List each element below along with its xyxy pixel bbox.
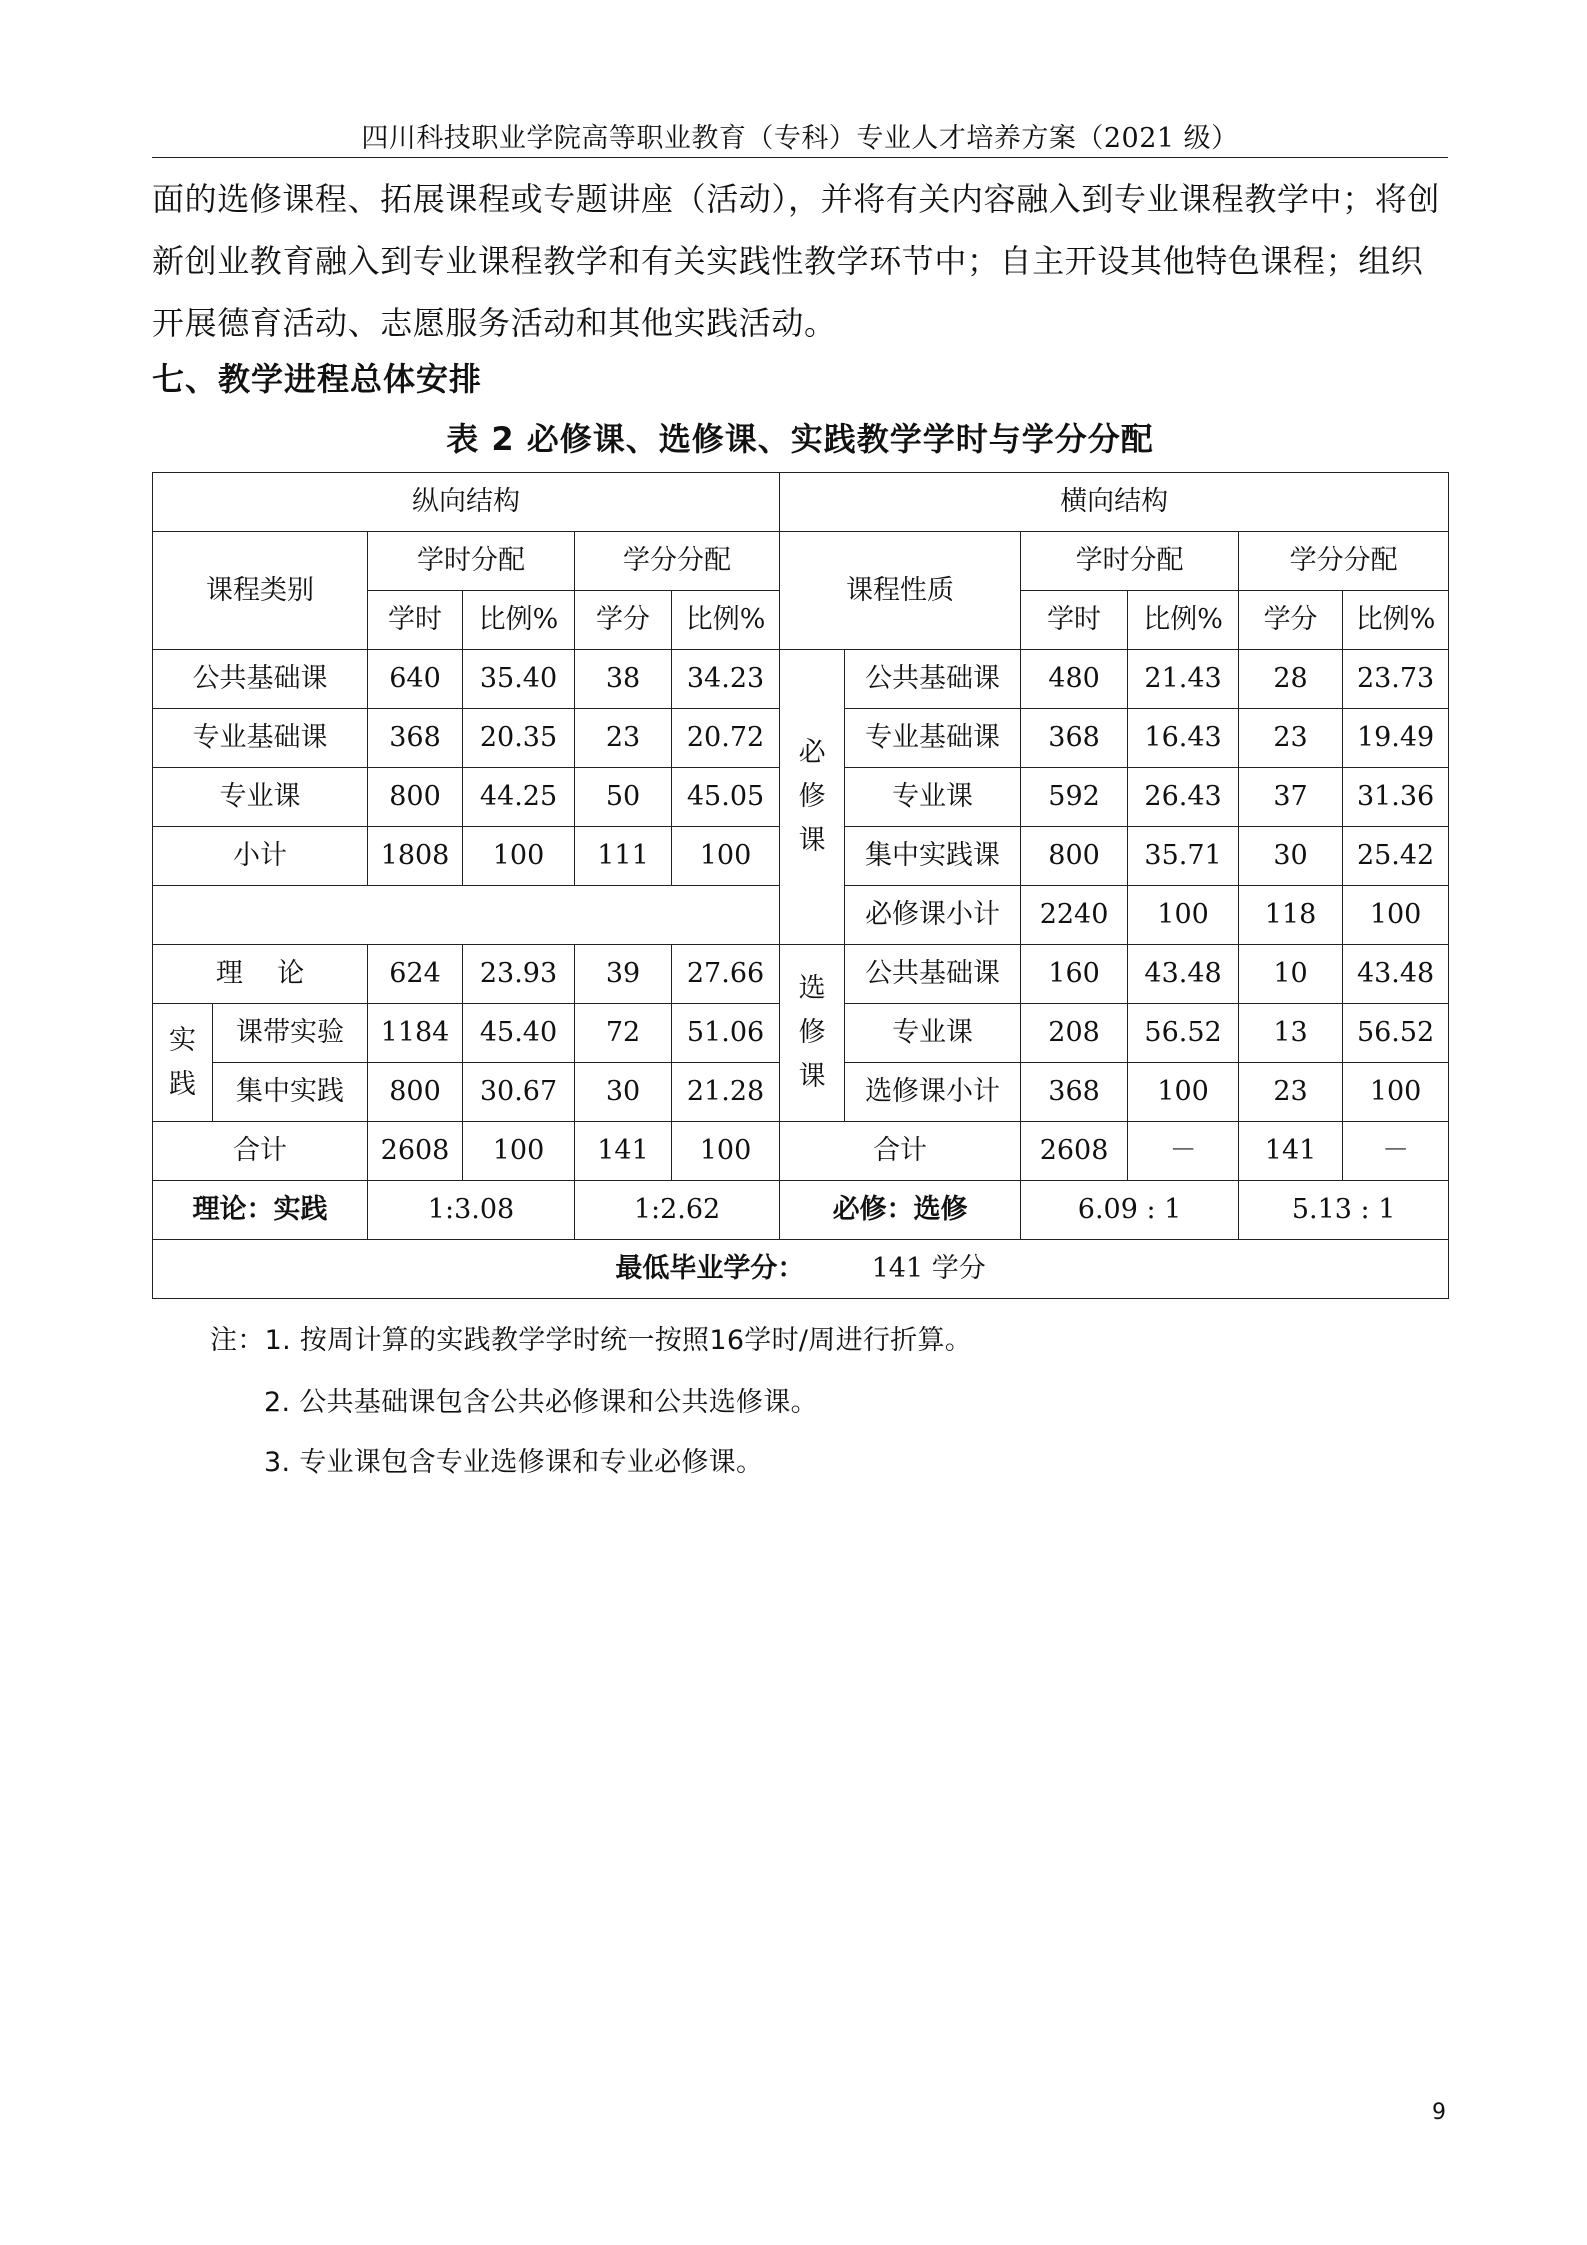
min-credits-row <box>153 1240 1449 1299</box>
cell: 26.43 <box>1128 768 1239 827</box>
cell: 100 <box>1128 1063 1239 1122</box>
header-ratio: 比例% <box>1343 591 1449 650</box>
header-hours-dist-right: 学时分配 <box>1021 532 1239 591</box>
cell: 141 <box>575 1122 672 1181</box>
cell: 43.48 <box>1343 945 1449 1004</box>
row-label: 公共基础课 <box>845 650 1021 709</box>
header-credits-dist-right: 学分分配 <box>1239 532 1449 591</box>
cell: 44.25 <box>463 768 575 827</box>
cell: 19.49 <box>1343 709 1449 768</box>
cell: 624 <box>368 945 463 1004</box>
cell: 16.43 <box>1128 709 1239 768</box>
ratio-label-right: 必修：选修 <box>780 1181 1021 1240</box>
group-elective <box>780 945 845 1122</box>
min-credits-value: 141 学分 <box>871 1253 986 1284</box>
cell: 368 <box>1021 709 1128 768</box>
cell: 100 <box>463 827 575 886</box>
cell: 35.40 <box>463 650 575 709</box>
cell: 25.42 <box>1343 827 1449 886</box>
table-row <box>153 945 1449 1004</box>
cell: 23 <box>1239 709 1343 768</box>
cell: － <box>1343 1122 1449 1181</box>
note-1: 注：1. 按周计算的实践教学学时统一按照16学时/周进行折算。 <box>210 1325 973 1356</box>
header-credits-dist: 学分分配 <box>575 532 780 591</box>
row-label: 专业基础课 <box>845 709 1021 768</box>
cell: 51.06 <box>672 1004 780 1063</box>
cell: － <box>1128 1122 1239 1181</box>
cell: 23 <box>1239 1063 1343 1122</box>
cell: 37 <box>1239 768 1343 827</box>
cell: 480 <box>1021 650 1128 709</box>
credit-allocation-table <box>152 472 1449 1299</box>
cell: 39 <box>575 945 672 1004</box>
cell: 800 <box>368 1063 463 1122</box>
note-2: 2. 公共基础课包含公共必修课和公共选修课。 <box>264 1387 818 1418</box>
cell: 800 <box>1021 827 1128 886</box>
cell: 800 <box>368 768 463 827</box>
cell: 23.93 <box>463 945 575 1004</box>
total-label: 合计 <box>153 1122 368 1181</box>
note-3: 3. 专业课包含专业选修课和专业必修课。 <box>264 1447 764 1478</box>
cell: 23.73 <box>1343 650 1449 709</box>
group-practice <box>153 1004 213 1122</box>
cell: 100 <box>672 1122 780 1181</box>
cell: 56.52 <box>1343 1004 1449 1063</box>
header-horizontal: 横向结构 <box>780 473 1449 532</box>
header-ratio: 比例% <box>463 591 575 650</box>
group-required <box>780 650 845 945</box>
cell: 38 <box>575 650 672 709</box>
cell: 100 <box>1343 1063 1449 1122</box>
min-credits-label: 最低毕业学分： <box>615 1253 805 1284</box>
cell: 31.36 <box>1343 768 1449 827</box>
page-header: 四川科技职业学院高等职业教育（专科）专业人才培养方案（2021 级） <box>361 123 1239 154</box>
cell: 141 <box>1239 1122 1343 1181</box>
cell: 72 <box>575 1004 672 1063</box>
row-label: 选修课小计 <box>845 1063 1021 1122</box>
cell: 21.43 <box>1128 650 1239 709</box>
ratio-row <box>153 1181 1449 1240</box>
cell: 45.05 <box>672 768 780 827</box>
table-caption: 表 2 必修课、选修课、实践教学学时与学分分配 <box>446 420 1154 458</box>
header-hours: 学时 <box>1021 591 1128 650</box>
section-heading: 七、教学进程总体安排 <box>152 360 483 398</box>
cell: 368 <box>1021 1063 1128 1122</box>
cell: 208 <box>1021 1004 1128 1063</box>
cell: 23 <box>575 709 672 768</box>
cell: 111 <box>575 827 672 886</box>
table-header-row <box>153 473 1449 532</box>
cell: 640 <box>368 650 463 709</box>
cell: 1:3.08 <box>368 1181 575 1240</box>
group-required-label: 必修课 <box>798 737 826 856</box>
header-course-category: 课程类别 <box>153 532 368 650</box>
total-label-right: 合计 <box>780 1122 1021 1181</box>
cell: 100 <box>463 1122 575 1181</box>
header-hours: 学时 <box>368 591 463 650</box>
cell: 100 <box>672 827 780 886</box>
row-label: 专业课 <box>153 768 368 827</box>
row-label: 集中实践 <box>213 1063 368 1122</box>
group-elective-label: 选修课 <box>798 973 826 1092</box>
row-label: 课带实验 <box>213 1004 368 1063</box>
ratio-label: 理论：实践 <box>153 1181 368 1240</box>
cell: 28 <box>1239 650 1343 709</box>
row-label: 集中实践课 <box>845 827 1021 886</box>
header-ratio: 比例% <box>672 591 780 650</box>
cell: 21.28 <box>672 1063 780 1122</box>
table-header-row <box>153 532 1449 591</box>
cell: 2608 <box>368 1122 463 1181</box>
cell: 1808 <box>368 827 463 886</box>
cell: 5.13 : 1 <box>1239 1181 1449 1240</box>
row-label: 必修课小计 <box>845 886 1021 945</box>
cell: 20.35 <box>463 709 575 768</box>
header-credits: 学分 <box>1239 591 1343 650</box>
cell: 30.67 <box>463 1063 575 1122</box>
row-label: 小计 <box>153 827 368 886</box>
header-credits: 学分 <box>575 591 672 650</box>
cell: 20.72 <box>672 709 780 768</box>
group-practice-label: 实践 <box>169 1024 196 1100</box>
row-label: 公共基础课 <box>845 945 1021 1004</box>
cell: 100 <box>1343 886 1449 945</box>
cell: 100 <box>1128 886 1239 945</box>
cell: 30 <box>1239 827 1343 886</box>
table-row <box>153 650 1449 709</box>
cell: 2608 <box>1021 1122 1128 1181</box>
cell: 30 <box>575 1063 672 1122</box>
cell: 34.23 <box>672 650 780 709</box>
row-label: 公共基础课 <box>153 650 368 709</box>
header-rule <box>152 157 1448 158</box>
page-number: 9 <box>1432 2100 1446 2125</box>
row-label: 专业课 <box>845 1004 1021 1063</box>
cell: 118 <box>1239 886 1343 945</box>
cell: 13 <box>1239 1004 1343 1063</box>
cell: 27.66 <box>672 945 780 1004</box>
header-hours-dist: 学时分配 <box>368 532 575 591</box>
min-credits-cell <box>153 1240 1449 1299</box>
cell: 1:2.62 <box>575 1181 780 1240</box>
total-row <box>153 1122 1449 1181</box>
header-vertical: 纵向结构 <box>153 473 780 532</box>
cell: 1184 <box>368 1004 463 1063</box>
body-paragraph: 面的选修课程、拓展课程或专题讲座（活动），并将有关内容融入到专业课程教学中；将创新创业教育融入到专业课程教学和有关实践性教学环节中；自主开设其他特色课程；组织开展德育活动、志愿服务活动和其他实践活动。 <box>152 180 1441 342</box>
cell: 6.09 : 1 <box>1021 1181 1239 1240</box>
cell: 10 <box>1239 945 1343 1004</box>
header-ratio: 比例% <box>1128 591 1239 650</box>
cell: 368 <box>368 709 463 768</box>
row-label: 专业课 <box>845 768 1021 827</box>
cell: 592 <box>1021 768 1128 827</box>
cell: 43.48 <box>1128 945 1239 1004</box>
row-label: 理 论 <box>153 945 368 1004</box>
cell: 160 <box>1021 945 1128 1004</box>
cell: 35.71 <box>1128 827 1239 886</box>
cell: 2240 <box>1021 886 1128 945</box>
empty-cell <box>153 886 780 945</box>
row-label: 专业基础课 <box>153 709 368 768</box>
cell: 45.40 <box>463 1004 575 1063</box>
cell: 50 <box>575 768 672 827</box>
cell: 56.52 <box>1128 1004 1239 1063</box>
header-course-nature: 课程性质 <box>780 532 1021 650</box>
